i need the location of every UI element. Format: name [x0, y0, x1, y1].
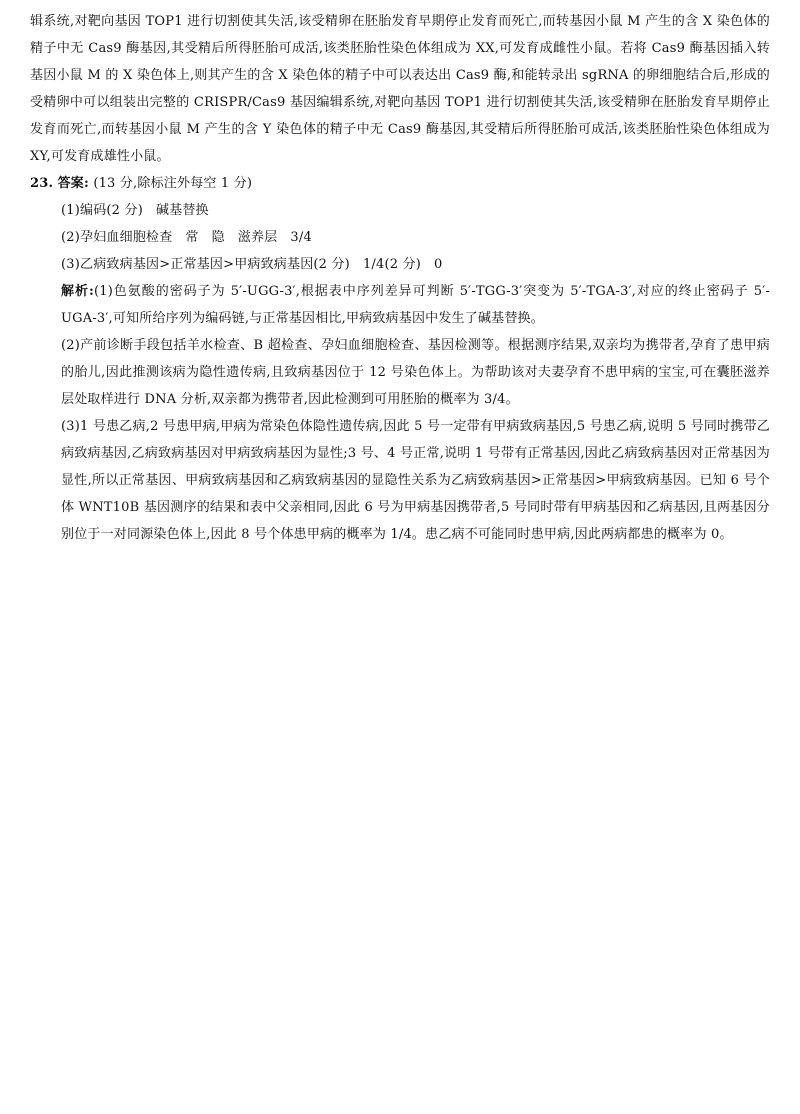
score-note: (13 分,除标注外每空 1 分)	[93, 176, 253, 191]
answer-line-2: (2)孕妇血细胞检查 常 隐 滋养层 3/4	[61, 230, 312, 245]
question-number: 23.	[30, 176, 54, 191]
answer-label: 答案:	[57, 176, 89, 191]
analysis-part-1	[30, 278, 770, 332]
analysis-label: 解析:	[61, 284, 94, 299]
analysis-part-2: (2)产前诊断手段包括羊水检查、B 超检查、孕妇血细胞检查、基因检测等。根据测序结果,双亲均为携带者,孕育了患甲病的胎儿,因此推测该病为隐性遗传病,且致病基因位于 12 号染色体上。为帮助该对夫妻孕育不患甲病的宝宝,可在囊胚滋养层处取样进行 DNA 分析,双亲都为携带者,因此检测到可用胚胎的概率为 3/4。	[61, 338, 770, 407]
page-content	[30, 8, 770, 548]
answer-line-1: (1)编码(2 分) 碱基替换	[61, 203, 209, 218]
question-23-header	[30, 170, 770, 197]
previous-question-explanation: 辑系统,对靶向基因 TOP1 进行切割使其失活,该受精卵在胚胎发育早期停止发育而死亡,而转基因小鼠 M 产生的含 X 染色体的精子中无 Cas9 酶基因,其受精后所得胚胎可成活,该类胚胎性染色体组成为 XX,可发育成雌性小鼠。若将 Cas9 酶基因插入转基因小鼠 M 的 X 染色体上,则其产生的含 X 染色体的精子中可以表达出 Cas9 酶,和能转录出 sgRNA 的卵细胞结合后,形成的受精卵中可以组装出完整的 CRISPR/Cas9 基因编辑系统,对靶向基因 TOP1 进行切割使其失活,该受精卵在胚胎发育早期停止发育而死亡,而转基因小鼠 M 产生的含 Y 染色体的精子中无 Cas9 酶基因,其受精后所得胚胎可成活,该类胚胎性染色体组成为 XY,可发育成雄性小鼠。	[30, 14, 770, 164]
answer-line-3: (3)乙病致病基因>正常基因>甲病致病基因(2 分) 1/4(2 分) 0	[61, 257, 443, 272]
analysis-text-1: (1)色氨酸的密码子为 5′-UGG-3′,根据表中序列差异可判断 5′-TGG-3′突变为 5′-TGA-3′,对应的终止密码子 5′-UGA-3′,可知所给序列为编码链,与正常基因相比,甲病致病基因中发生了碱基替换。	[61, 284, 770, 326]
analysis-part-3: (3)1 号患乙病,2 号患甲病,甲病为常染色体隐性遗传病,因此 5 号一定带有甲病致病基因,5 号患乙病,说明 5 号同时携带乙病致病基因,乙病致病基因对甲病致病基因为显性;3 号、4 号正常,说明 1 号带有正常基因,因此乙病致病基因对正常基因为显性,所以正常基因、甲病致病基因和乙病致病基因的显隐性关系为乙病致病基因>正常基因>甲病致病基因。已知 6 号个体 WNT10B 基因测序的结果和表中父亲相同,因此 6 号为甲病基因携带者,5 号同时带有甲病基因和乙病基因,且两基因分别位于一对同源染色体上,因此 8 号个体患甲病的概率为 1/4。患乙病不可能同时患甲病,因此两病都患的概率为 0。	[61, 419, 770, 542]
